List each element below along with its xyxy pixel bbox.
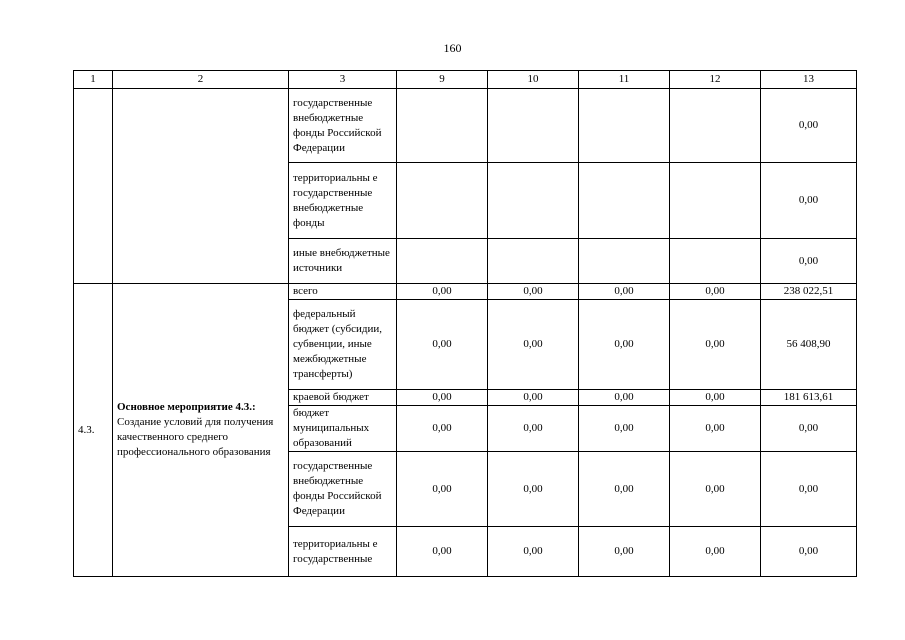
- activity-description: Создание условий для получения качественного среднего профессионального образования: [117, 416, 274, 458]
- value-cell-9: 0,00: [397, 527, 488, 577]
- value-cell-9: 0,00: [397, 406, 488, 452]
- value-cell-10: 0,00: [488, 406, 579, 452]
- value-cell-9: 0,00: [397, 300, 488, 390]
- value-cell-10: [488, 163, 579, 239]
- total-cell-13: 0,00: [761, 89, 857, 163]
- value-cell-10: 0,00: [488, 284, 579, 300]
- value-cell-10: 0,00: [488, 390, 579, 406]
- value-cell-10: 0,00: [488, 527, 579, 577]
- header-col-10: 10: [488, 71, 579, 89]
- value-cell-12: [670, 89, 761, 163]
- value-cell-12: 0,00: [670, 390, 761, 406]
- header-col-11: 11: [579, 71, 670, 89]
- total-cell-13: 238 022,51: [761, 284, 857, 300]
- budget-table: [73, 70, 857, 577]
- header-col-3: 3: [289, 71, 397, 89]
- value-cell-12: 0,00: [670, 527, 761, 577]
- source-cell: государственные внебюджетные фонды Российской Федерации: [289, 89, 397, 163]
- value-cell-11: 0,00: [579, 406, 670, 452]
- total-cell-13: 0,00: [761, 527, 857, 577]
- activity-description-cell: [113, 284, 289, 577]
- total-cell-13: 0,00: [761, 239, 857, 284]
- value-cell-12: 0,00: [670, 300, 761, 390]
- value-cell-11: 0,00: [579, 300, 670, 390]
- total-cell-13: 56 408,90: [761, 300, 857, 390]
- header-col-2: 2: [113, 71, 289, 89]
- table-row: [74, 284, 857, 300]
- source-cell: государственные внебюджетные фонды Российской Федерации: [289, 452, 397, 527]
- value-cell-11: 0,00: [579, 527, 670, 577]
- source-cell: территориальны е государственные: [289, 527, 397, 577]
- total-cell-13: 181 613,61: [761, 390, 857, 406]
- value-cell-11: 0,00: [579, 284, 670, 300]
- value-cell-11: [579, 89, 670, 163]
- empty-code-cell: [74, 89, 113, 284]
- value-cell-11: 0,00: [579, 390, 670, 406]
- value-cell-12: [670, 163, 761, 239]
- value-cell-11: 0,00: [579, 452, 670, 527]
- page-number: 160: [443, 41, 462, 55]
- source-cell: территориальны е государственные внебюджетные фонды: [289, 163, 397, 239]
- value-cell-10: [488, 239, 579, 284]
- source-cell: всего: [289, 284, 397, 300]
- value-cell-10: 0,00: [488, 452, 579, 527]
- value-cell-9: 0,00: [397, 390, 488, 406]
- value-cell-9: 0,00: [397, 452, 488, 527]
- value-cell-12: 0,00: [670, 452, 761, 527]
- total-cell-13: 0,00: [761, 452, 857, 527]
- value-cell-9: 0,00: [397, 284, 488, 300]
- value-cell-10: 0,00: [488, 300, 579, 390]
- header-col-12: 12: [670, 71, 761, 89]
- value-cell-9: [397, 89, 488, 163]
- source-cell: иные внебюджетные источники: [289, 239, 397, 284]
- total-cell-13: 0,00: [761, 163, 857, 239]
- value-cell-11: [579, 239, 670, 284]
- source-cell: федеральный бюджет (субсидии, субвенции, иные межбюджетные трансферты): [289, 300, 397, 390]
- value-cell-10: [488, 89, 579, 163]
- header-col-1: 1: [74, 71, 113, 89]
- header-col-13: 13: [761, 71, 857, 89]
- activity-title: Основное мероприятие 4.3.:: [117, 401, 256, 413]
- value-cell-12: 0,00: [670, 406, 761, 452]
- table-header-row: [74, 71, 857, 89]
- source-cell: краевой бюджет: [289, 390, 397, 406]
- empty-description-cell: [113, 89, 289, 284]
- value-cell-9: [397, 163, 488, 239]
- header-col-9: 9: [397, 71, 488, 89]
- value-cell-12: [670, 239, 761, 284]
- total-cell-13: 0,00: [761, 406, 857, 452]
- source-cell: бюджет муниципальных образований: [289, 406, 397, 452]
- activity-code: 4.3.: [74, 284, 113, 577]
- value-cell-12: 0,00: [670, 284, 761, 300]
- value-cell-9: [397, 239, 488, 284]
- value-cell-11: [579, 163, 670, 239]
- table-row: [74, 89, 857, 163]
